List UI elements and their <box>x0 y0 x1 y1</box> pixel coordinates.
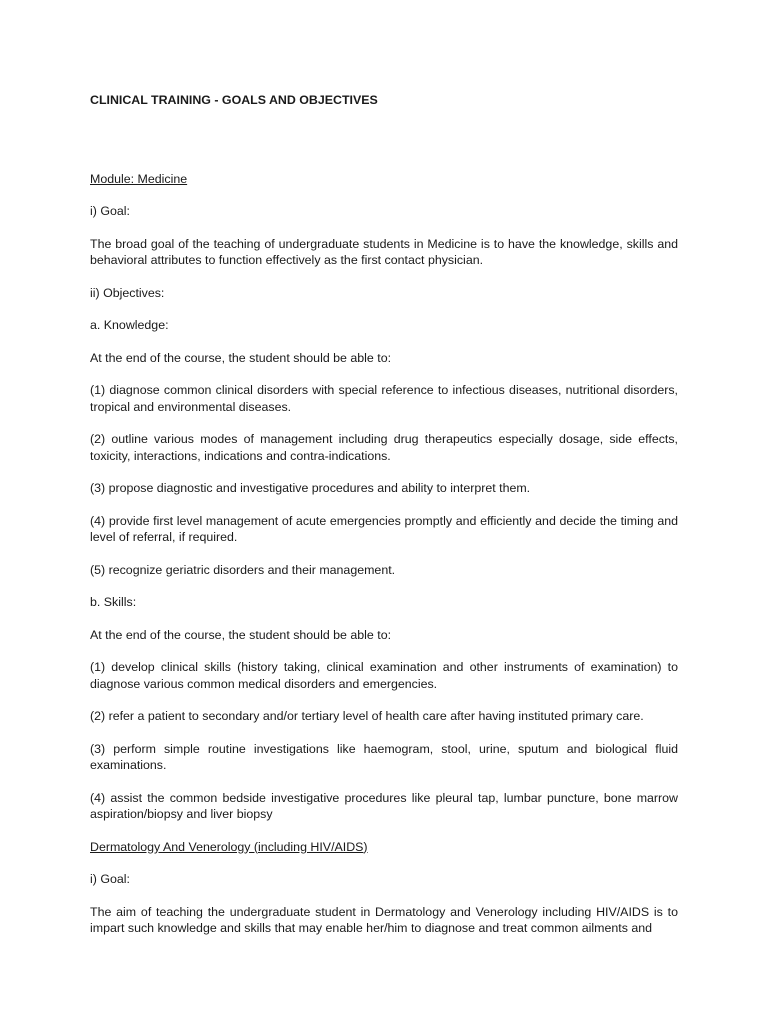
skills-item: (1) develop clinical skills (history taking, clinical examination and other instruments of examination) to diagnose various common medical disorders and emergencies. <box>90 660 678 691</box>
objectives-label: ii) Objectives: <box>90 285 165 300</box>
dermatology-goal-label: i) Goal: <box>90 872 130 886</box>
skills-item: (3) perform simple routine investigations like haemogram, stool, urine, sputum and biological fluid examinations. <box>90 741 678 772</box>
knowledge-intro: At the end of the course, the student should be able to: <box>90 350 392 365</box>
knowledge-item: (5) recognize geriatric disorders and their management. <box>90 562 396 577</box>
goal-text: The broad goal of the teaching of undergraduate students in Medicine is to have the knowledge, skills and behavioral attributes to function effectively as the first contact physician. <box>90 236 678 267</box>
knowledge-item: (2) outline various modes of management including drug therapeutics especially dosage, side effects, toxicity, interactions, indications and contra-indications. <box>90 432 678 463</box>
module-heading: Module: Medicine <box>90 171 188 186</box>
knowledge-item: (1) diagnose common clinical disorders with special reference to infectious diseases, nutritional disorders, tropical and environmental diseases. <box>90 383 678 414</box>
dermatology-goal-text: The aim of teaching the undergraduate student in Dermatology and Venerology including HIV/AIDS is to impart such knowledge and skills that may enable her/him to diagnose and treat common ailments and <box>90 904 678 935</box>
knowledge-item: (3) propose diagnostic and investigative procedures and ability to interpret them. <box>90 481 531 495</box>
knowledge-label: a. Knowledge: <box>90 318 169 332</box>
skills-intro: At the end of the course, the student should be able to: <box>90 627 392 642</box>
document-title: CLINICAL TRAINING - GOALS AND OBJECTIVES <box>90 93 378 107</box>
document-page <box>90 92 678 937</box>
dermatology-heading: Dermatology And Venerology (including HIV/AIDS) <box>90 839 368 854</box>
skills-item: (4) assist the common bedside investigative procedures like pleural tap, lumbar puncture, bone marrow aspiration/biopsy and liver biopsy <box>90 790 678 821</box>
knowledge-item: (4) provide first level management of acute emergencies promptly and efficiently and decide the timing and level of referral, if required. <box>90 513 678 544</box>
skills-item: (2) refer a patient to secondary and/or tertiary level of health care after having instituted primary care. <box>90 709 644 723</box>
skills-label: b. Skills: <box>90 595 137 609</box>
goal-label: i) Goal: <box>90 204 130 218</box>
